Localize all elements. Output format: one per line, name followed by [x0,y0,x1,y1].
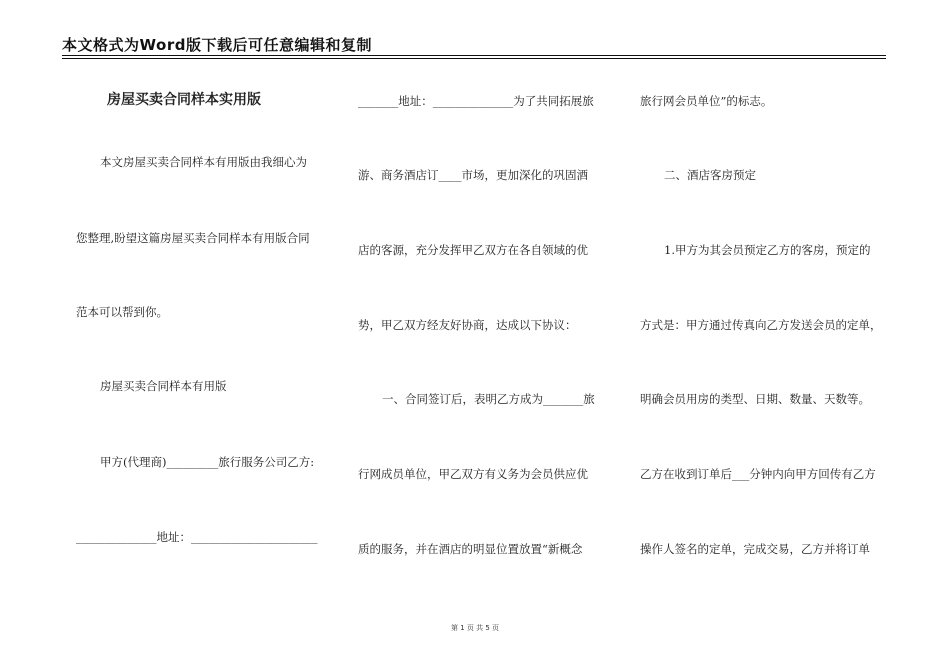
paragraph-line: 旅行网会员单位”的标志。 [640,94,773,108]
paragraph-line: 范本可以帮到你。 [76,305,168,319]
section-heading: 二、酒店客房预定 [664,168,756,182]
paragraph-line: 店的客源，充分发挥甲乙双方在各自领域的优 [358,243,588,257]
document-title: 房屋买卖合同样本实用版 [107,92,261,108]
download-banner: 本文格式为Word版下载后可任意编辑和复制 [62,36,372,54]
paragraph-line: 甲方(代理商)_________旅行服务公司乙方: [100,455,315,469]
paragraph-line: 您整理,盼望这篇房屋买卖合同样本有用版合同 [76,231,310,245]
header-rule [62,55,886,56]
paragraph-line: 乙方在收到订单后___分钟内向甲方回传有乙方 [640,467,876,481]
paragraph-line: 势，甲乙双方经友好协商，达成以下协议： [358,318,577,332]
paragraph-line: ______________地址：______________________ [76,530,318,544]
paragraph-line: _______地址：______________为了共同拓展旅 [358,94,594,108]
page-number: 第 1 页 共 5 页 [450,624,500,632]
paragraph-line: 房屋买卖合同样本有用版 [100,379,227,393]
paragraph-line: 行网成员单位，甲乙双方有义务为会员供应优 [358,467,588,481]
paragraph-line: 明确会员用房的类型、日期、数量、天数等。 [640,392,870,406]
paragraph-line: 方式是：甲方通过传真向乙方发送会员的定单， [640,318,882,332]
header-rule-thin [62,58,886,59]
paragraph-line: 本文房屋买卖合同样本有用版由我细心为 [100,155,307,169]
paragraph-line: 1.甲方为其会员预定乙方的客房，预定的 [664,243,871,257]
paragraph-line: 一、合同签订后，表明乙方成为_______旅 [382,392,595,406]
paragraph-line: 操作人签名的定单，完成交易，乙方并将订单 [640,542,870,556]
paragraph-line: 质的服务，并在酒店的明显位置放置“新概念 [358,542,583,556]
paragraph-line: 游、商务酒店订____市场，更加深化的巩固酒 [358,168,588,182]
